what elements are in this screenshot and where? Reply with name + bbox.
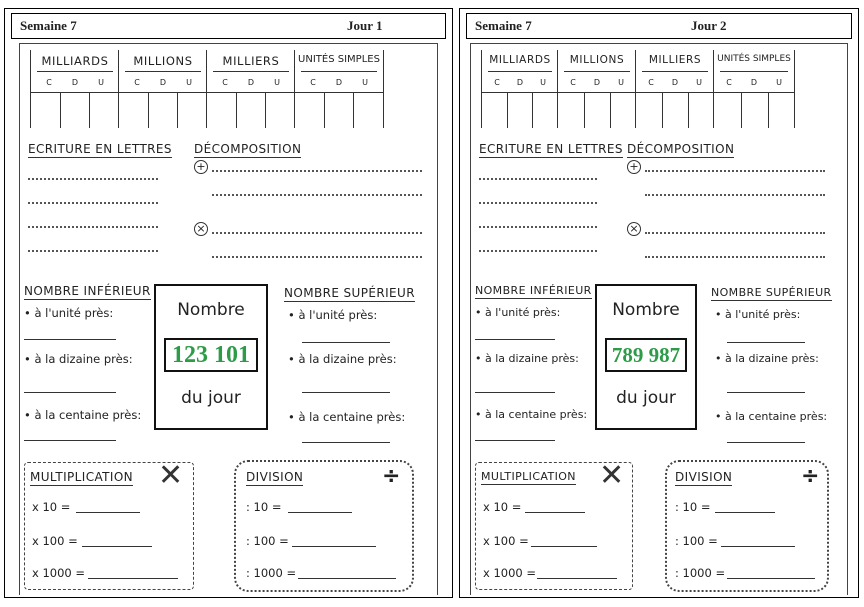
ecriture-label: ECRITURE EN LETTRES (479, 142, 623, 156)
answer-line[interactable] (721, 546, 795, 547)
group-unites: UNITÉS SIMPLES C D U (294, 50, 384, 128)
centaine-label: • à la centaine près: (24, 408, 142, 422)
answer-line[interactable] (298, 578, 396, 579)
answer-line[interactable] (76, 512, 140, 513)
decomposition-line[interactable] (645, 232, 825, 234)
answer-line[interactable] (24, 339, 116, 340)
group-millions: MILLIONS C D U (557, 50, 636, 128)
ecriture-label: ECRITURE EN LETTRES (28, 142, 172, 156)
dizaine-label: • à la dizaine près: (715, 352, 819, 365)
dizaine-label: • à la dizaine près: (24, 352, 133, 366)
day-label: Jour 2 (691, 18, 727, 33)
writing-line[interactable] (28, 178, 158, 180)
decomposition-line[interactable] (645, 256, 825, 258)
answer-line[interactable] (82, 546, 152, 547)
plus-icon: + (194, 160, 208, 174)
multiplication-label: MULTIPLICATION (481, 470, 576, 483)
centaine-label: • à la centaine près: (288, 410, 406, 424)
page-header (11, 13, 446, 39)
worksheet-sheet (19, 43, 438, 595)
x100-label: x 100 = (32, 534, 78, 548)
times-icon: × (194, 222, 208, 236)
d1000-label: : 1000 = (675, 566, 726, 580)
inferieur-label: NOMBRE INFÉRIEUR (24, 284, 151, 298)
answer-line[interactable] (727, 392, 805, 393)
division-label: DIVISION (675, 470, 733, 484)
answer-line[interactable] (292, 546, 376, 547)
plus-icon: + (627, 160, 641, 174)
d10-label: : 10 = (675, 500, 711, 514)
writing-line[interactable] (479, 250, 597, 252)
decomposition-line[interactable] (645, 194, 825, 196)
writing-line[interactable] (479, 178, 597, 180)
week-label: Semaine 7 (475, 18, 532, 33)
x1000-label: x 1000 = (32, 566, 86, 580)
nombre-title: Nombre (177, 300, 245, 320)
answer-line[interactable] (302, 342, 390, 343)
day-number: 789 987 (605, 338, 687, 372)
group-unites: UNITÉS SIMPLES C D U (713, 50, 795, 128)
multiplication-label: MULTIPLICATION (30, 470, 134, 484)
answer-line[interactable] (727, 342, 805, 343)
writing-line[interactable] (28, 202, 158, 204)
page-header (466, 13, 852, 39)
division-label: DIVISION (246, 470, 304, 484)
multiply-icon: ✕ (158, 458, 184, 493)
writing-line[interactable] (28, 250, 158, 252)
answer-line[interactable] (24, 392, 116, 393)
day-label: Jour 1 (347, 18, 383, 33)
answer-line[interactable] (475, 339, 555, 340)
divide-icon: ÷ (801, 464, 820, 489)
answer-line[interactable] (24, 440, 116, 441)
answer-line[interactable] (525, 512, 585, 513)
answer-line[interactable] (88, 578, 178, 579)
answer-line[interactable] (537, 578, 617, 579)
nombre-title: Nombre (612, 300, 680, 320)
group-milliards: MILLIARDS C D U (30, 50, 119, 128)
group-millions: MILLIONS C D U (118, 50, 207, 128)
answer-line[interactable] (475, 440, 555, 441)
d100-label: : 100 = (675, 534, 718, 548)
week-label: Semaine 7 (20, 18, 77, 33)
unite-label: • à l'unité près: (288, 308, 378, 322)
day-number: 123 101 (164, 338, 258, 372)
d100-label: : 100 = (246, 534, 289, 548)
decomposition-label: DÉCOMPOSITION (627, 142, 735, 156)
group-milliers: MILLIERS C D U (635, 50, 714, 128)
nombre-du-jour-box (595, 284, 697, 430)
decomposition-line[interactable] (212, 194, 422, 196)
writing-line[interactable] (28, 226, 158, 228)
multiply-icon: ✕ (599, 458, 625, 493)
group-milliards: MILLIARDS C D U (481, 50, 558, 128)
d10-label: : 10 = (246, 500, 282, 514)
superieur-label: NOMBRE SUPÉRIEUR (284, 286, 415, 300)
answer-line[interactable] (302, 392, 390, 393)
unite-label: • à l'unité près: (715, 308, 801, 321)
writing-line[interactable] (479, 202, 597, 204)
du-jour-label: du jour (616, 388, 676, 408)
x100-label: x 100 = (483, 534, 529, 548)
centaine-label: • à la centaine près: (475, 408, 588, 421)
group-milliers: MILLIERS C D U (206, 50, 295, 128)
superieur-label: NOMBRE SUPÉRIEUR (711, 286, 832, 299)
answer-line[interactable] (475, 392, 555, 393)
worksheet-day-2 (459, 8, 859, 598)
nombre-du-jour-box (154, 284, 268, 430)
writing-line[interactable] (479, 226, 597, 228)
decomposition-line[interactable] (212, 256, 422, 258)
centaine-label: • à la centaine près: (715, 410, 828, 423)
worksheet-sheet (470, 43, 848, 595)
answer-line[interactable] (727, 578, 815, 579)
decomposition-label: DÉCOMPOSITION (194, 142, 302, 156)
x10-label: x 10 = (483, 500, 522, 514)
answer-line[interactable] (727, 442, 805, 443)
divide-icon: ÷ (382, 464, 401, 489)
dizaine-label: • à la dizaine près: (288, 352, 397, 366)
x10-label: x 10 = (32, 500, 71, 514)
decomposition-line[interactable] (212, 170, 422, 172)
du-jour-label: du jour (181, 388, 241, 408)
x1000-label: x 1000 = (483, 566, 537, 580)
dizaine-label: • à la dizaine près: (475, 352, 579, 365)
decomposition-line[interactable] (212, 232, 422, 234)
times-icon: × (627, 222, 641, 236)
worksheet-day-1 (4, 8, 453, 598)
answer-line[interactable] (715, 512, 775, 513)
unite-label: • à l'unité près: (24, 306, 114, 320)
inferieur-label: NOMBRE INFÉRIEUR (475, 284, 592, 297)
answer-line[interactable] (531, 546, 597, 547)
d1000-label: : 1000 = (246, 566, 297, 580)
decomposition-line[interactable] (645, 170, 825, 172)
unite-label: • à l'unité près: (475, 306, 561, 319)
answer-line[interactable] (302, 442, 390, 443)
answer-line[interactable] (288, 512, 352, 513)
